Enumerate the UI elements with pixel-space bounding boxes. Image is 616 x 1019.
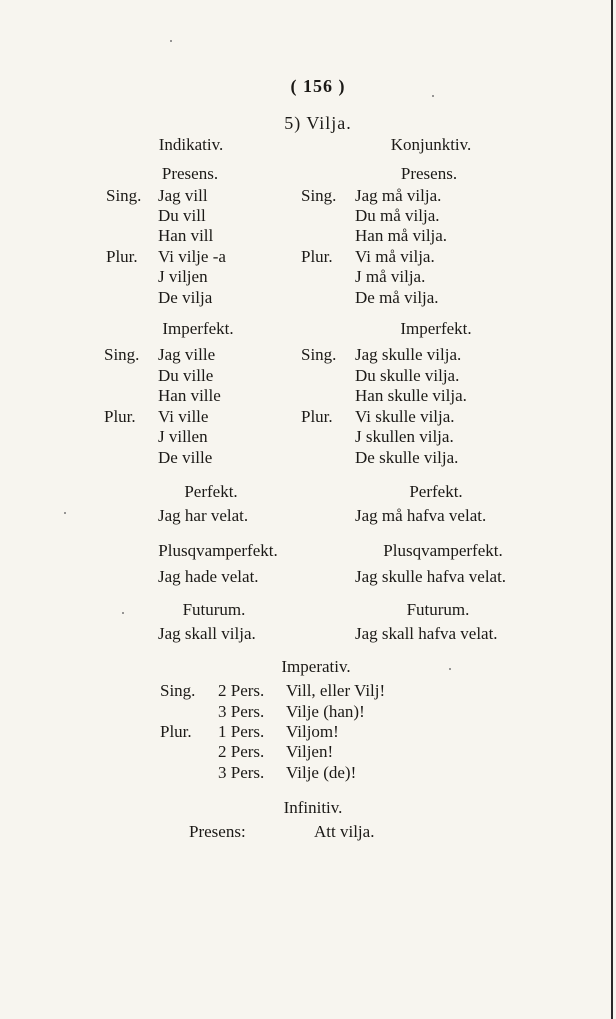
page-edge bbox=[611, 0, 613, 1019]
right-imperfekt-form: Jag skulle vilja. bbox=[355, 345, 462, 364]
right-plusqvamperfekt-heading: Plusqvamperfekt. bbox=[383, 541, 503, 560]
speck bbox=[170, 40, 172, 42]
left-presens-form: Jag vill bbox=[158, 186, 208, 205]
right-presens-plur-label: Plur. bbox=[301, 247, 333, 266]
right-presens-heading: Presens. bbox=[400, 164, 458, 183]
right-perfekt-form: Jag må hafva velat. bbox=[355, 506, 487, 525]
infinitiv-heading: Infinitiv. bbox=[283, 798, 343, 817]
left-imperfekt-form: Vi ville bbox=[158, 407, 209, 426]
infinitiv-label: Presens: bbox=[189, 822, 246, 841]
left-perfekt-form: Jag har velat. bbox=[158, 506, 249, 525]
left-presens-form: Du vill bbox=[158, 206, 206, 225]
left-imperfekt-plur-label: Plur. bbox=[104, 407, 136, 426]
left-imperfekt-heading: Imperfekt. bbox=[162, 319, 234, 338]
infinitiv-form: Att vilja. bbox=[314, 822, 375, 841]
imperativ-plur-label: Plur. bbox=[160, 722, 192, 741]
right-presens-form: De må vilja. bbox=[355, 288, 439, 307]
right-presens-form: Han må vilja. bbox=[355, 226, 448, 245]
left-plusqvamperfekt-heading: Plusqvamperfekt. bbox=[158, 541, 278, 560]
imperativ-sing-label: Sing. bbox=[160, 681, 196, 700]
right-imperfekt-form: Du skulle vilja. bbox=[355, 366, 460, 385]
left-presens-form: J viljen bbox=[158, 267, 208, 286]
right-imperfekt-plur-label: Plur. bbox=[301, 407, 333, 426]
left-imperfekt-form: Jag ville bbox=[158, 345, 216, 364]
imperativ-form: Vilje (de)! bbox=[286, 763, 357, 782]
page-number: ( 156 ) bbox=[290, 76, 346, 96]
speck bbox=[432, 95, 434, 97]
right-imperfekt-form: Vi skulle vilja. bbox=[355, 407, 455, 426]
left-presens-plur-label: Plur. bbox=[106, 247, 138, 266]
imperativ-person: 1 Pers. bbox=[218, 722, 265, 741]
indikativ-heading: Indikativ. bbox=[158, 135, 224, 154]
right-futurum-form: Jag skall hafva velat. bbox=[355, 624, 498, 643]
left-perfekt-heading: Perfekt. bbox=[184, 482, 238, 501]
left-imperfekt-form: J villen bbox=[158, 427, 208, 446]
left-presens-heading: Presens. bbox=[161, 164, 219, 183]
imperativ-person: 3 Pers. bbox=[218, 702, 265, 721]
left-presens-form: De vilja bbox=[158, 288, 213, 307]
right-presens-form: J må vilja. bbox=[355, 267, 426, 286]
imperativ-form: Viljen! bbox=[286, 742, 334, 761]
imperativ-person: 2 Pers. bbox=[218, 742, 265, 761]
speck bbox=[64, 512, 66, 514]
right-futurum-heading: Futurum. bbox=[406, 600, 470, 619]
left-plusqvamperfekt-form: Jag hade velat. bbox=[158, 567, 259, 586]
right-imperfekt-heading: Imperfekt. bbox=[400, 319, 472, 338]
right-presens-form: Du må vilja. bbox=[355, 206, 440, 225]
imperativ-form: Viljom! bbox=[286, 722, 339, 741]
right-imperfekt-form: Han skulle vilja. bbox=[355, 386, 467, 405]
left-imperfekt-form: Han ville bbox=[158, 386, 221, 405]
imperativ-person: 3 Pers. bbox=[218, 763, 265, 782]
right-perfekt-heading: Perfekt. bbox=[409, 482, 463, 501]
left-imperfekt-form: Du ville bbox=[158, 366, 214, 385]
right-presens-form: Jag må vilja. bbox=[355, 186, 442, 205]
imperativ-form: Vill, eller Vilj! bbox=[286, 681, 386, 700]
right-imperfekt-sing-label: Sing. bbox=[301, 345, 337, 364]
left-futurum-heading: Futurum. bbox=[182, 600, 246, 619]
right-plusqvamperfekt-form: Jag skulle hafva velat. bbox=[355, 567, 507, 586]
left-futurum-form: Jag skall vilja. bbox=[158, 624, 256, 643]
right-presens-sing-label: Sing. bbox=[301, 186, 337, 205]
imperativ-person: 2 Pers. bbox=[218, 681, 265, 700]
imperativ-heading: Imperativ. bbox=[281, 657, 351, 676]
left-presens-form: Han vill bbox=[158, 226, 214, 245]
right-imperfekt-form: De skulle vilja. bbox=[355, 448, 459, 467]
speck bbox=[122, 612, 124, 614]
right-presens-form: Vi må vilja. bbox=[355, 247, 435, 266]
left-presens-form: Vi vilje -a bbox=[158, 247, 226, 266]
left-imperfekt-form: De ville bbox=[158, 448, 213, 467]
left-presens-sing-label: Sing. bbox=[106, 186, 142, 205]
verb-title: 5) Vilja. bbox=[284, 113, 352, 133]
imperativ-form: Vilje (han)! bbox=[286, 702, 365, 721]
speck bbox=[449, 668, 451, 670]
right-imperfekt-form: J skullen vilja. bbox=[355, 427, 454, 446]
left-imperfekt-sing-label: Sing. bbox=[104, 345, 140, 364]
konjunktiv-heading: Konjunktiv. bbox=[390, 135, 472, 154]
